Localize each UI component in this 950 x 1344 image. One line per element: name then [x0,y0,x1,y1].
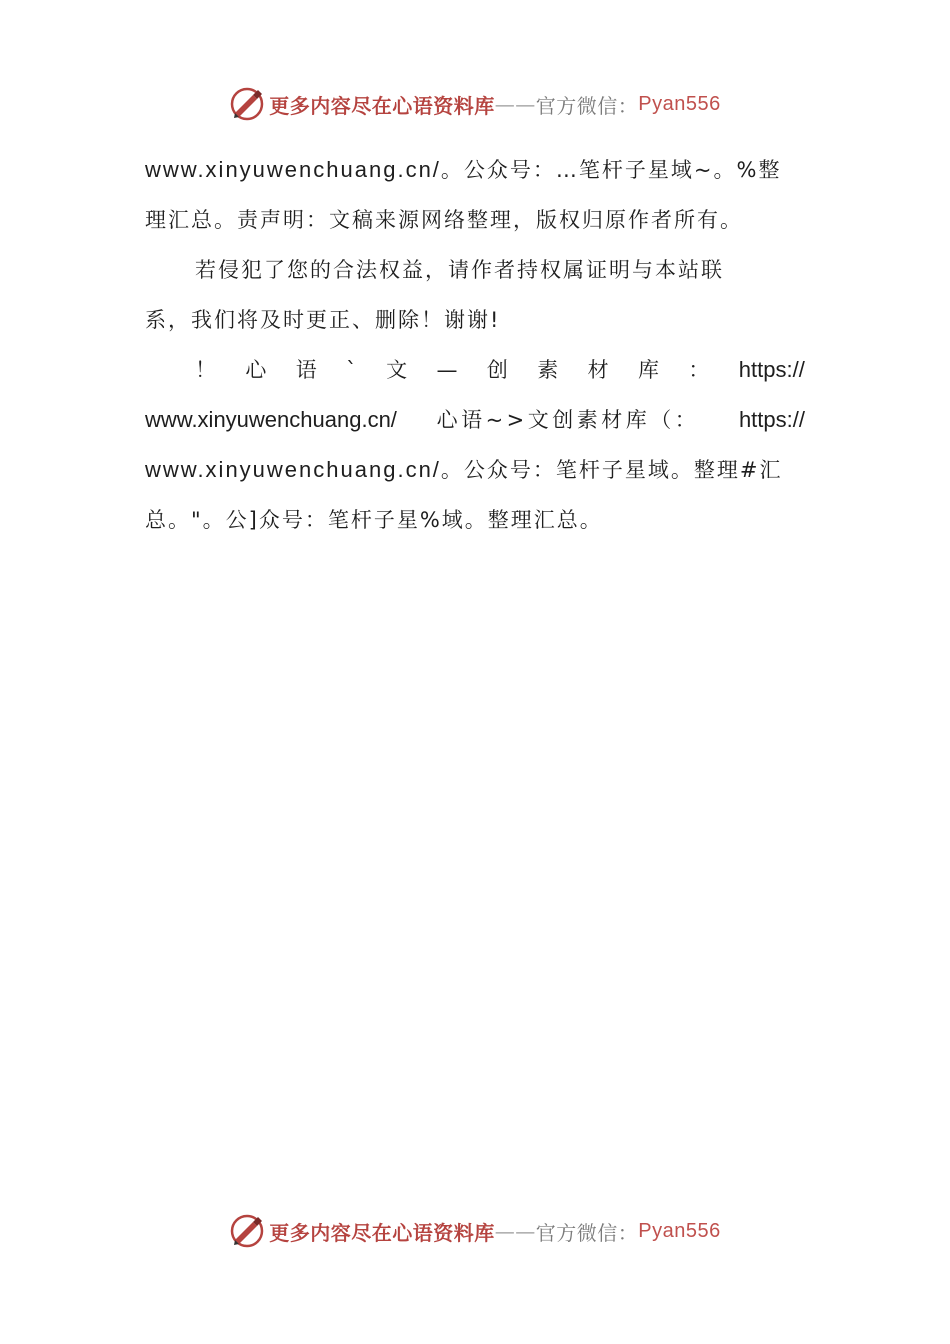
body-line-6-url2: https:// [738,407,805,432]
banner-title: 更多内容尽在心语资料库 [269,93,495,118]
body-line-3: 若侵犯了您的合法权益，请作者持权属证明与本站联 [195,258,724,282]
body-line-6-text: 心语~>文创素材库（： [436,408,700,432]
body-line-1-text: 。公众号：…笔杆子星域~。%整 [440,158,782,182]
body-line-7 [145,445,805,495]
body-line-5-char: 文 [386,358,408,382]
banner-wechat-id: Pyan556 [638,92,721,115]
footer-banner [0,1209,950,1253]
body-line-6-url: www.xinyuwenchuang.cn/ [145,407,397,432]
body-line-5-char: 心 [245,358,267,382]
body-line-1 [145,145,805,195]
body-line-1-url: www.xinyuwenchuang.cn/ [145,157,441,182]
body-line-5-char: ！ [195,358,216,382]
body-line-5-char: ： [688,358,710,382]
body-line-5-char: 材 [587,358,609,382]
body-line-5-char: 素 [537,358,559,382]
body-line-5-char: ` [346,358,357,382]
body-line-5-char: 库 [638,358,660,382]
banner-wechat-id: Pyan556 [638,1219,721,1242]
banner-title: 更多内容尽在心语资料库 [269,1220,495,1245]
body-line-7-text: 。公众号：笔杆子星域。整理#汇 [440,458,783,482]
body-line-4: 系，我们将及时更正、删除！谢谢! [145,308,501,332]
banner-dash: —— [494,1219,536,1243]
body-line-5-url: https:// [738,357,805,382]
body-line-7-url: www.xinyuwenchuang.cn/ [145,457,441,482]
body-line-5-char: — [436,358,458,382]
banner-wechat-label: 官方微信： [535,1220,639,1245]
banner-wechat-label: 官方微信： [535,93,639,118]
body-line-8: 总。"。公]众号：笔杆子星%域。整理汇总。 [145,508,603,532]
banner-dash: —— [494,92,536,116]
document-body [145,145,805,545]
body-line-5-char: 创 [486,358,508,382]
body-line-2: 理汇总。责声明：文稿来源网络整理，版权归原作者所有。 [145,208,743,232]
body-line-5-char: 语 [295,358,317,382]
header-banner [0,82,950,126]
pen-logo-icon [229,86,265,122]
pen-logo-icon [229,1213,265,1249]
body-line-6 [145,395,805,445]
body-line-5 [145,345,805,395]
